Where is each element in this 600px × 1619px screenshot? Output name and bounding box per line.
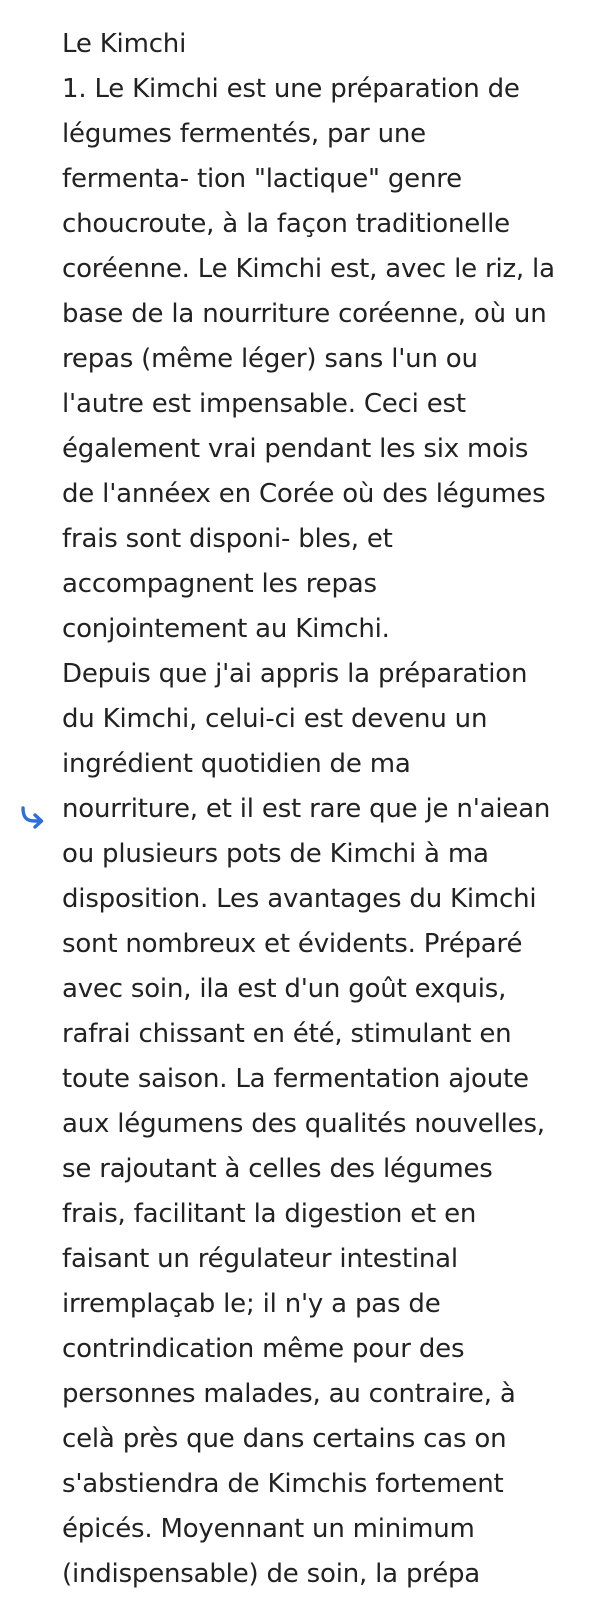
text-line: nourriture, et il est rare que je n'aiean bbox=[62, 794, 551, 824]
text-line: contrindication même pour des bbox=[62, 1334, 465, 1364]
text-line: Depuis que j'ai appris la préparation bbox=[62, 659, 528, 689]
text-line: personnes malades, au contraire, à bbox=[62, 1379, 516, 1409]
text-line: l'autre est impensable. Ceci est bbox=[62, 389, 466, 419]
text-line: 1. Le Kimchi est une préparation de bbox=[62, 74, 520, 104]
text-line: de l'annéex en Corée où des légumes bbox=[62, 479, 546, 509]
text-line: également vrai pendant les six mois bbox=[62, 434, 529, 464]
text-line: frais, facilitant la digestion et en bbox=[62, 1199, 477, 1229]
text-line: avec soin, ila est d'un goût exquis, bbox=[62, 974, 507, 1004]
reply-arrow-icon[interactable] bbox=[18, 805, 48, 829]
text-line: rafrai chissant en été, stimulant en bbox=[62, 1019, 512, 1049]
text-line: s'abstiendra de Kimchis fortement bbox=[62, 1469, 504, 1499]
text-line: irremplaçab le; il n'y a pas de bbox=[62, 1289, 441, 1319]
text-line: toute saison. La fermentation ajoute bbox=[62, 1064, 529, 1094]
text-line: accompagnent les repas bbox=[62, 569, 377, 599]
text-line: du Kimchi, celui-ci est devenu un bbox=[62, 704, 488, 734]
text-line: se rajoutant à celles des légumes bbox=[62, 1154, 493, 1184]
text-line: sont nombreux et évidents. Préparé bbox=[62, 929, 523, 959]
text-line: choucroute, à la façon traditionelle bbox=[62, 209, 510, 239]
text-line: celà près que dans certains cas on bbox=[62, 1424, 507, 1454]
text-line: ingrédient quotidien de ma bbox=[62, 749, 411, 779]
text-line: base de la nourriture coréenne, où un bbox=[62, 299, 547, 329]
text-line: (indispensable) de soin, la prépa bbox=[62, 1559, 481, 1589]
reply-arrow-icon-svg bbox=[18, 805, 48, 829]
text-line: frais sont disponi- bles, et bbox=[62, 524, 393, 554]
text-line: faisant un régulateur intestinal bbox=[62, 1244, 458, 1274]
text-line: aux légumens des qualités nouvelles, bbox=[62, 1109, 545, 1139]
text-line: épicés. Moyennant un minimum bbox=[62, 1514, 475, 1544]
text-line: conjointement au Kimchi. bbox=[62, 614, 390, 644]
kimchi-text-block bbox=[62, 22, 582, 1597]
text-line: ou plusieurs pots de Kimchi à ma bbox=[62, 839, 489, 869]
text-line: fermenta- tion "lactique" genre bbox=[62, 164, 462, 194]
text-line: repas (même léger) sans l'un ou bbox=[62, 344, 478, 374]
document-title: Le Kimchi bbox=[62, 29, 187, 59]
text-line: légumes fermentés, par une bbox=[62, 119, 426, 149]
text-line: disposition. Les avantages du Kimchi bbox=[62, 884, 537, 914]
text-line: coréenne. Le Kimchi est, avec le riz, la bbox=[62, 254, 555, 284]
